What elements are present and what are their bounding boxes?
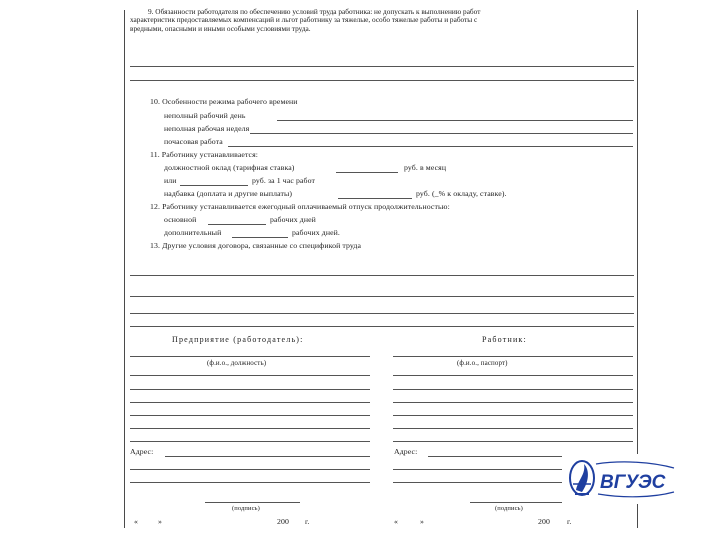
university-logo <box>562 454 678 504</box>
employee-line[interactable] <box>393 469 563 470</box>
employer-subcaption: (ф.и.о., должность) <box>207 359 267 367</box>
employee-signature-caption: (подпись) <box>495 505 523 512</box>
blank-line <box>130 326 634 327</box>
employee-line[interactable] <box>393 402 633 403</box>
employee-line[interactable] <box>393 428 633 429</box>
salary-label: должностной оклад (тарифная ставка) <box>164 163 295 172</box>
blank-line <box>130 296 634 297</box>
main-vacation-label: основной <box>164 215 197 224</box>
main-vacation-suffix: рабочих дней <box>270 215 316 224</box>
blank-line <box>130 275 634 276</box>
employee-line[interactable] <box>393 441 633 442</box>
employer-date-close-quote: » <box>158 517 162 526</box>
part-time-day-field[interactable] <box>277 120 633 121</box>
blank-line <box>130 313 634 314</box>
bonus-suffix: руб. (_% к окладу, ставке). <box>416 189 507 198</box>
employer-line[interactable] <box>130 375 370 376</box>
employee-address-label: Адрес: <box>394 447 418 456</box>
employer-date-year-suffix: г. <box>305 517 310 526</box>
employer-date-open-quote: « <box>134 517 138 526</box>
employer-line[interactable] <box>130 428 370 429</box>
intro-paragraph <box>130 8 634 33</box>
hourly-suffix: руб. за 1 час работ <box>252 176 316 185</box>
employee-subcaption: (ф.и.о., паспорт) <box>457 359 508 367</box>
intro-line-3: вредными, опасными и иными особыми условиями труда. <box>130 24 311 33</box>
hourly-prefix: или <box>164 176 177 185</box>
salary-unit: руб. в месяц <box>404 163 447 172</box>
employee-date-year-suffix: г. <box>567 517 572 526</box>
employer-name-field[interactable] <box>130 356 370 357</box>
employee-date-year: 200 <box>538 517 550 526</box>
hourly-work-label: почасовая работа <box>164 137 223 146</box>
employee-line[interactable] <box>393 389 633 390</box>
employer-line[interactable] <box>130 482 370 483</box>
employee-signature-field[interactable] <box>470 502 565 503</box>
employee-date-close-quote: » <box>420 517 424 526</box>
logo-text: ВГУЭС <box>600 472 666 493</box>
employer-line[interactable] <box>130 402 370 403</box>
employer-line[interactable] <box>130 441 370 442</box>
section-12-heading: 12. Работнику устанавливается ежегодный оплачиваемый отпуск продолжительностью: <box>150 202 450 211</box>
blank-line <box>130 66 634 67</box>
bonus-label: надбавка (доплата и другие выплаты) <box>164 189 293 198</box>
main-vacation-field[interactable] <box>208 224 266 225</box>
employer-line[interactable] <box>130 469 370 470</box>
part-time-week-field[interactable] <box>250 133 633 134</box>
section-10-heading: 10. Особенности режима рабочего времени <box>150 97 298 106</box>
section-11-heading: 11. Работнику устанавливается: <box>150 150 259 159</box>
section-13-heading: 13. Другие условия договора, связанные со спецификой труда <box>150 241 362 250</box>
employer-date-year: 200 <box>277 517 289 526</box>
employer-line[interactable] <box>130 389 370 390</box>
extra-vacation-label: дополнительный <box>164 228 222 237</box>
document-page <box>124 10 638 528</box>
employer-line[interactable] <box>130 415 370 416</box>
hourly-rate-field[interactable] <box>180 185 248 186</box>
salary-field[interactable] <box>336 172 398 173</box>
employee-heading: Работник: <box>482 335 527 344</box>
bonus-field[interactable] <box>338 198 412 199</box>
employee-line[interactable] <box>393 375 633 376</box>
intro-line-1: 9. Обязанности работодателя по обеспечению условий труда работника: не допускать к выполнению работ <box>148 8 481 16</box>
employee-line[interactable] <box>393 415 633 416</box>
extra-vacation-suffix: рабочих дней. <box>292 228 340 237</box>
hourly-work-field[interactable] <box>228 146 633 147</box>
extra-vacation-field[interactable] <box>232 237 288 238</box>
intro-line-2: характеристик предоставляемых компенсаций и льгот работнику за тяжелые, особо тяжелые работы и работы с <box>130 16 478 25</box>
part-time-week-label: неполная рабочая неделя <box>164 124 250 133</box>
employer-signature-field[interactable] <box>205 502 300 503</box>
employer-heading: Предприятие (работодатель): <box>172 335 304 344</box>
employer-signature-caption: (подпись) <box>232 505 260 512</box>
employer-address-label: Адрес: <box>130 447 154 456</box>
part-time-day-label: неполный рабочий день <box>164 111 246 120</box>
employee-name-field[interactable] <box>393 356 633 357</box>
employee-line[interactable] <box>393 482 563 483</box>
blank-line <box>130 80 634 81</box>
employer-address-field[interactable] <box>165 456 370 457</box>
employee-date-open-quote: « <box>394 517 398 526</box>
